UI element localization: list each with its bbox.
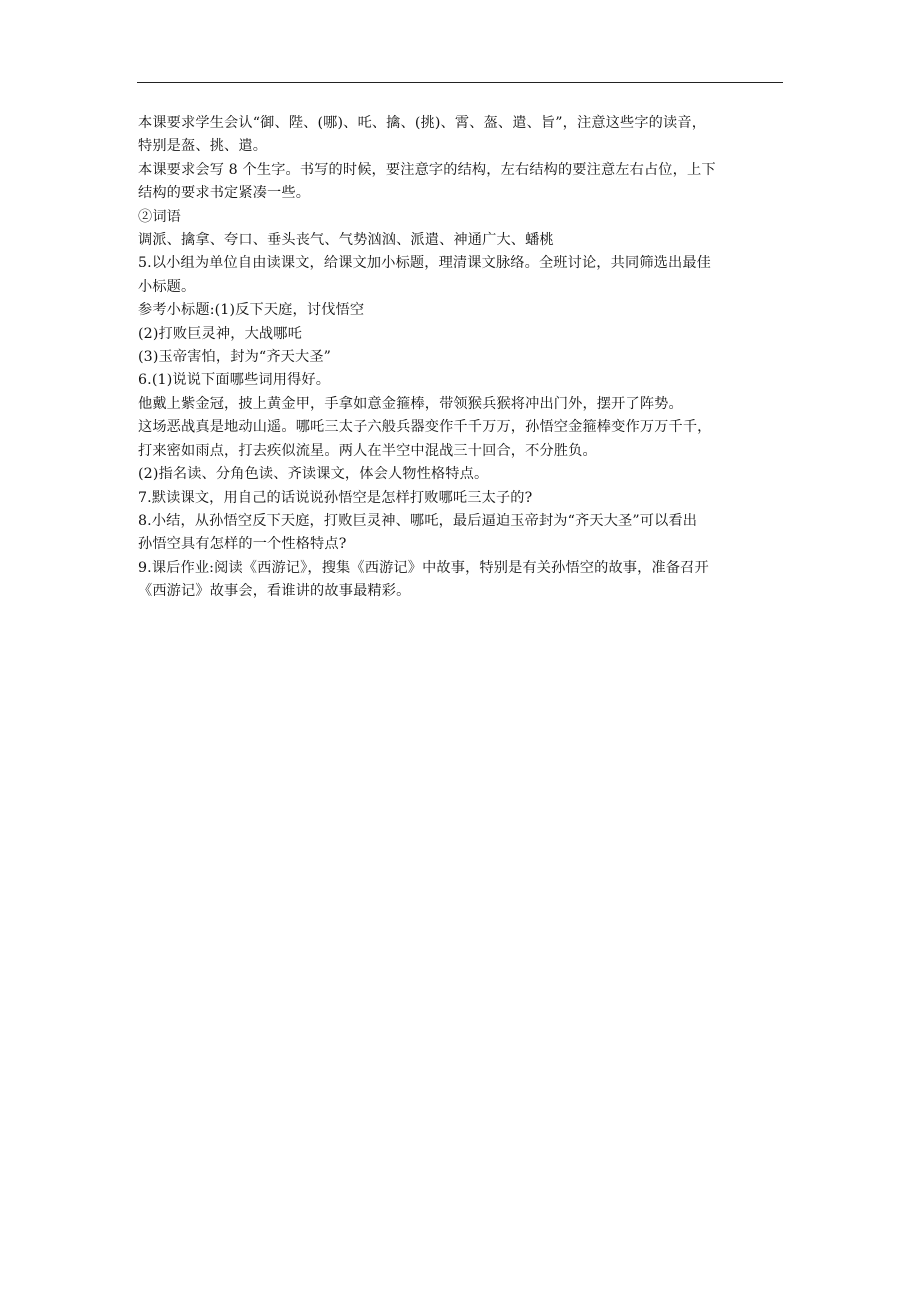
text-line: 本课要求学生会认“御、陛、(哪)、吒、擒、(挑)、霄、盔、遣、旨”，注意这些字的读音，	[138, 115, 707, 131]
subtitle-3: (3)玉帝害怕，封为“齐天大圣”	[138, 349, 332, 366]
text-line: 小标题。	[138, 278, 196, 295]
section-heading: ②词语	[138, 208, 182, 225]
task-item-9: 9.课后作业:阅读《西游记》，搜集《西游记》中故事，特别是有关孙悟空的故事，准备召开	[138, 559, 709, 576]
text-line: 本课要求会写 8 个生字。书写的时候，要注意字的结构，左右结构的要注意左右占位，上下	[138, 161, 716, 178]
quote-line: 打来密如雨点，打去疾似流星。两人在半空中混战三十回合，不分胜负。	[138, 442, 597, 459]
subtitle-2: (2)打败巨灵神，大战哪吒	[138, 325, 302, 342]
task-item-8: 8.小结，从孙悟空反下天庭，打败巨灵神、哪吒，最后逼迫玉帝封为“齐天大圣”可以看出	[138, 512, 698, 529]
vocabulary-list: 调派、擒拿、夸口、垂头丧气、气势汹汹、派遣、神通广大、蟠桃	[138, 232, 554, 249]
quote-line: 他戴上紫金冠，披上黄金甲，手拿如意金箍棒，带领猴兵猴将冲出门外，摆开了阵势。	[138, 395, 683, 412]
quote-line: 这场恶战真是地动山遥。哪吒三太子六般兵器变作千千万万，孙悟空金箍棒变作万万千千，	[138, 419, 712, 436]
task-item-6: 6.(1)说说下面哪些词用得好。	[138, 372, 331, 389]
text-line: 结构的要求书定紧凑一些。	[138, 185, 311, 202]
header-rule	[137, 82, 783, 83]
text-line: 孙悟空具有怎样的一个性格特点?	[138, 536, 347, 553]
subtitle-1: 参考小标题:(1)反下天庭，讨伐悟空	[138, 302, 365, 319]
task-item-7: 7.默读课文，用自己的话说说孙悟空是怎样打败哪吒三太子的?	[138, 489, 533, 506]
task-item-5: 5.以小组为单位自由读课文，给课文加小标题，理清课文脉络。全班讨论，共同筛选出最佳	[138, 255, 712, 272]
text-line: (2)指名读、分角色读、齐读课文，体会人物性格特点。	[138, 466, 489, 483]
document-body	[138, 112, 786, 604]
text-line: 特别是盔、挑、遣。	[138, 138, 268, 155]
text-line: 《西游记》故事会，看谁讲的故事最精彩。	[138, 583, 411, 600]
